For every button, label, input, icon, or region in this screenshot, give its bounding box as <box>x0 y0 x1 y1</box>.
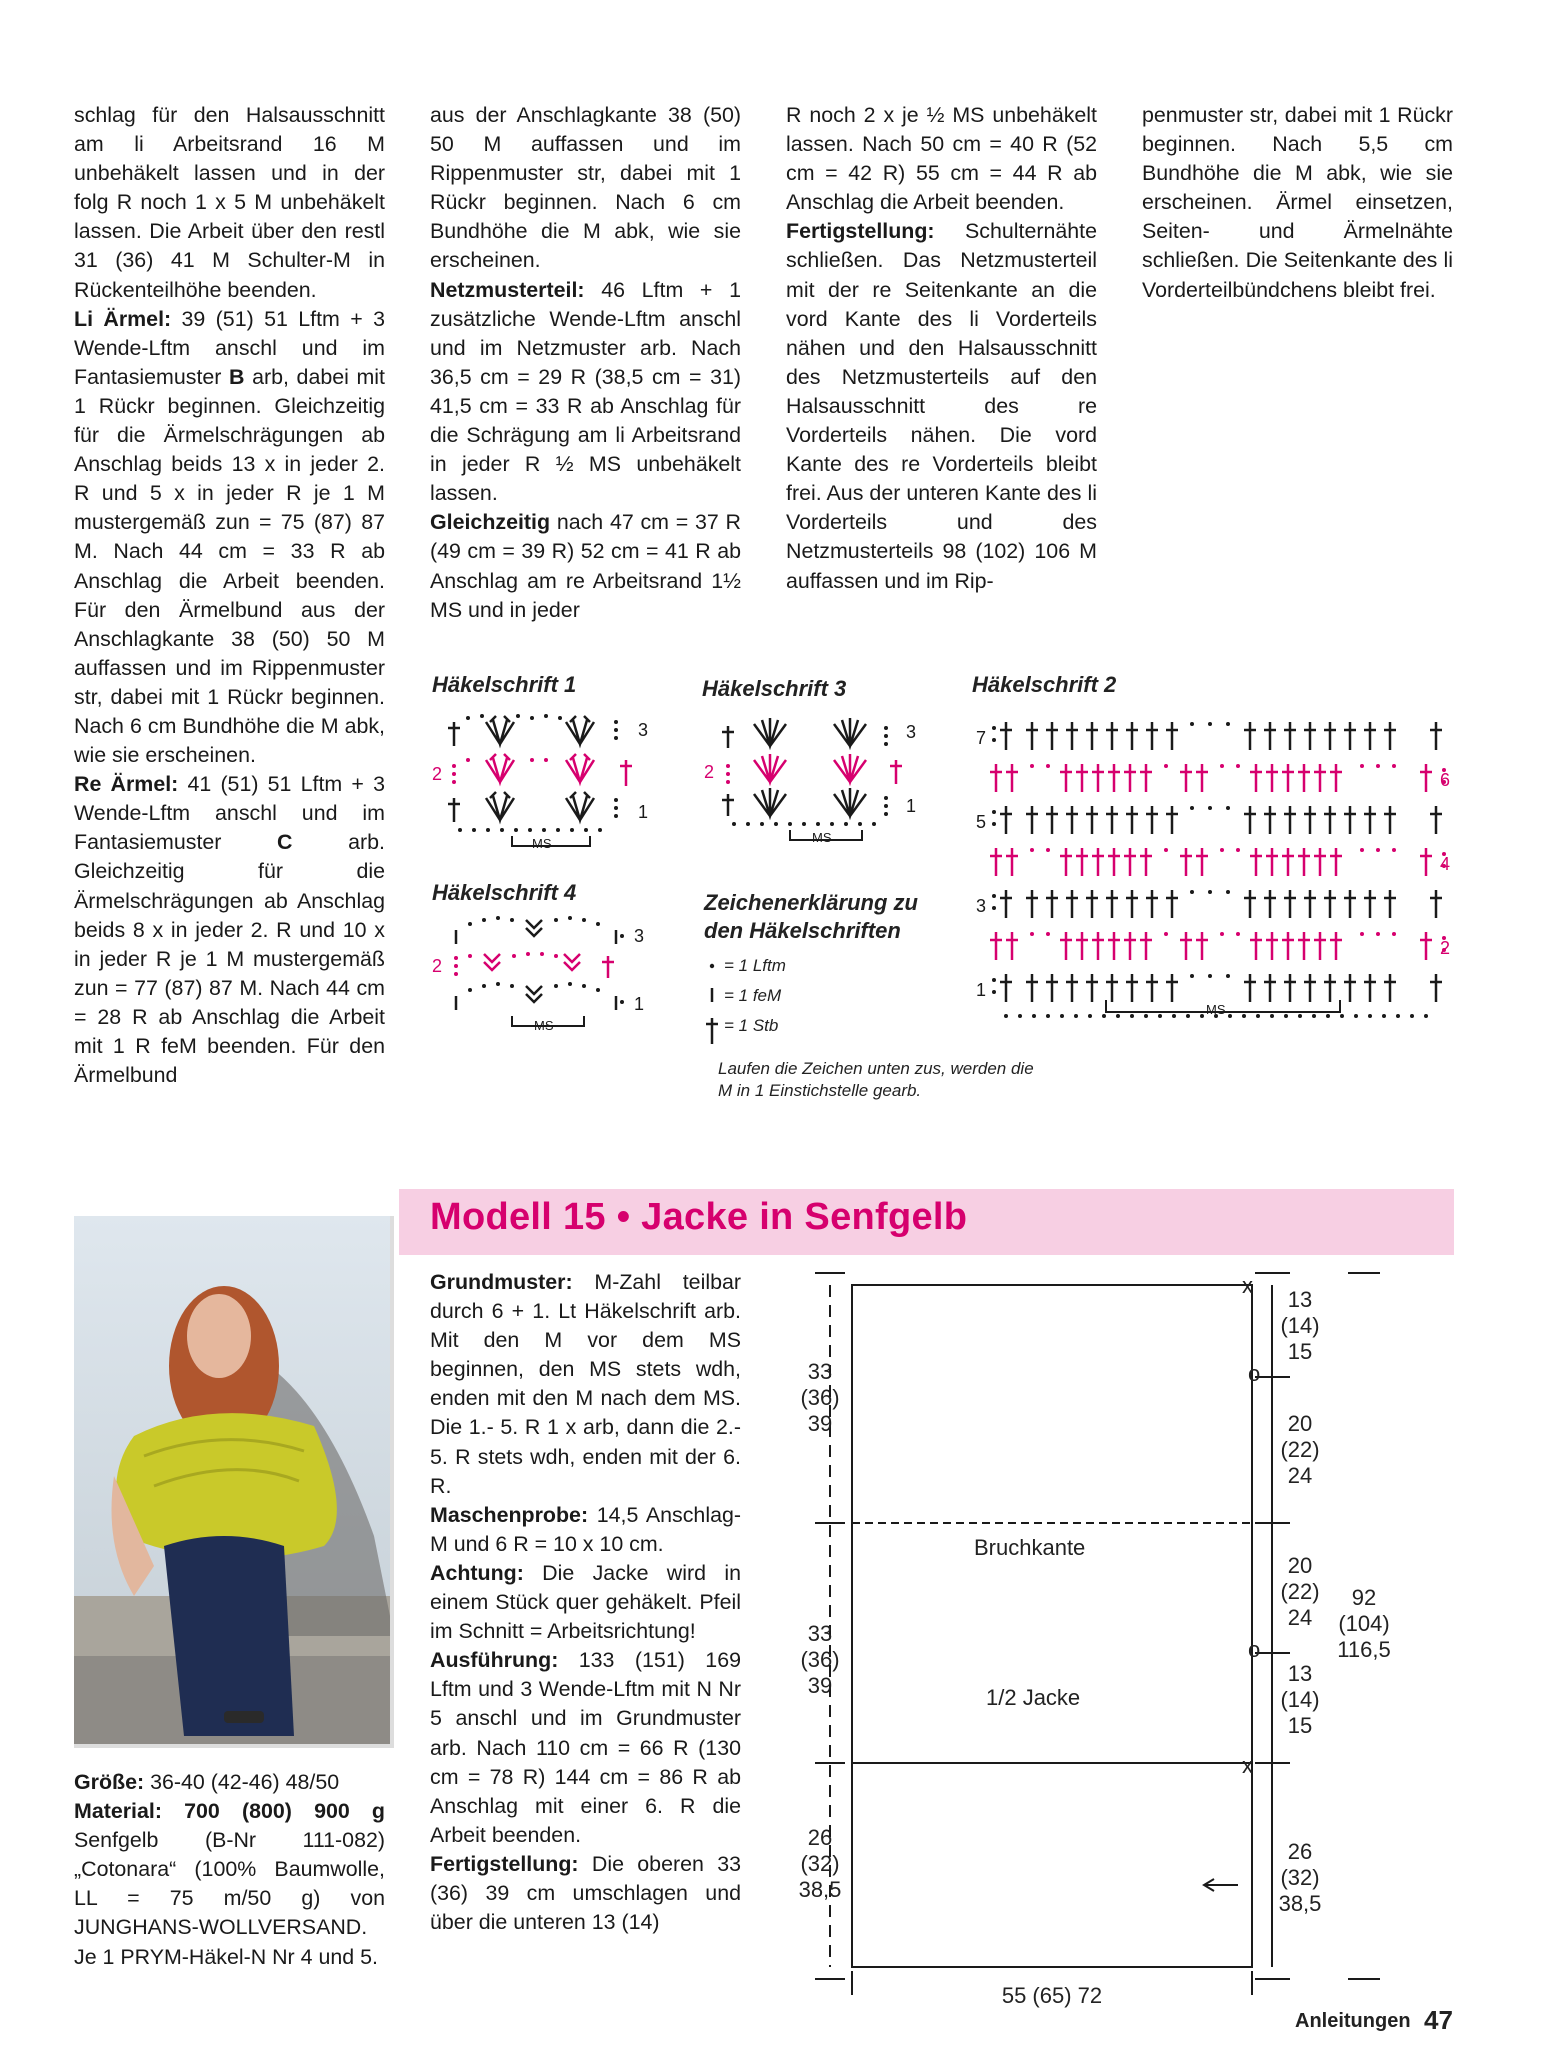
col6-paragraph <box>430 1646 741 1850</box>
schematic-fold-label: Bruchkante <box>974 1535 1086 1560</box>
dim-right-5-2: (32) <box>1280 1865 1320 1890</box>
diagram-2-row-label: 2 <box>1440 938 1451 958</box>
dim-total-3: 116,5 <box>1337 1637 1391 1662</box>
bold-term: Grundmuster: <box>430 1270 573 1294</box>
paragraph-text: Je 1 PRYM-Häkel-N Nr 4 und 5. <box>74 1944 378 1969</box>
col3-paragraph <box>786 217 1097 595</box>
bold-term: Achtung: <box>430 1560 524 1585</box>
diagram-3-chart <box>690 704 930 854</box>
paragraph-text: aus der Anschlagkante 38 (50) 50 M auffassen und im Rippenmuster str, dabei mit 1 Rückr beginnen. Nach 6 cm Bundhöhe die M abk, wie sie erscheinen. <box>430 103 741 273</box>
model-title: Modell 15 • Jacke in Senfgelb <box>430 1196 968 1238</box>
col2-paragraph <box>430 101 741 276</box>
diagram-1-row-3: 3 <box>638 720 649 740</box>
col5-paragraph <box>74 1943 385 1972</box>
dim-left-bot-1: 26 <box>807 1825 833 1850</box>
dim-right-5-1: 26 <box>1287 1839 1313 1864</box>
schematic-mark-x-bottom: x <box>1242 1753 1253 1778</box>
diagram-4-chart <box>420 906 660 1046</box>
diagram-2-row-label: 4 <box>1440 854 1451 874</box>
col6-paragraph <box>430 1850 741 1937</box>
legend-title-line-1: Zeichenerklärung zu <box>704 890 918 915</box>
col1-paragraph <box>74 101 385 305</box>
text-column-1 <box>74 101 385 1090</box>
schematic-half-label: 1/2 Jacke <box>986 1685 1081 1710</box>
text-column-4 <box>1142 101 1453 305</box>
bold-term: Ausführung: <box>430 1648 559 1673</box>
bold-term: 700 (800) 900 g <box>184 1799 385 1824</box>
paragraph-text: arb, dabei mit 1 Rückr beginnen. Gleichzeitig für die Ärmelschrägungen ab Anschlag beids 13 x in jeder 2. R und 5 x in jeder R je 1 M mustergemäß zun = 75 (87) 87 M. Nach 44 cm = 33 R ab Anschlag die Arbeit beenden. Für den Ärmelbund aus der Anschlagkante 38 (50) 50 M auffassen und im Rippenmuster str, dabei mit 1 Rückr beginnen. Nach 6 cm Bundhöhe die M abk, wie sie erscheinen. <box>74 364 386 768</box>
dim-right-3-3: 24 <box>1287 1605 1313 1630</box>
paragraph-text: nach 47 cm = 37 R (49 cm = 39 R) 52 cm = 41 R ab Anschlag am re Arbeitsrand 1½ MS und in jeder <box>430 510 741 622</box>
col1-paragraph <box>74 305 385 771</box>
diagram-3-title: Häkelschrift 3 <box>702 676 847 701</box>
dim-total-2: (104) <box>1338 1611 1390 1636</box>
schematic-mark-o-bottom: o <box>1248 1637 1261 1662</box>
paragraph-text: 133 (151) 169 Lftm und 3 Wende-Lftm mit N Nr 5 anschl und im Grundmuster arb. Nach 110 cm = 66 R (130 cm = 78 R) 144 cm = 86 R ab Anschlag mit einer 6. R die Arbeit beenden. <box>430 1648 741 1847</box>
diagram-1-ms-label: MS <box>532 836 552 851</box>
diagram-1-row-1: 1 <box>638 802 649 822</box>
col4-paragraph <box>1142 101 1453 305</box>
diagram-4-row-2: 2 <box>432 956 443 976</box>
diagram-4-row-1: 1 <box>634 994 645 1014</box>
text-column-3 <box>786 101 1097 596</box>
bold-term: C <box>277 830 293 855</box>
col5-paragraph <box>74 1768 385 1797</box>
bold-term: Fertigstellung: <box>430 1851 579 1876</box>
dim-left-bot-2: (32) <box>800 1851 840 1876</box>
diagram-3-row-1: 1 <box>906 796 917 816</box>
paragraph-text: Senfgelb (B-Nr 111-082) „Cotonara“ (100% Baumwolle, LL = 75 m/50 g) von JUNGHANS-WOLLVERSAND. <box>74 1828 385 1940</box>
legend-note-line-1: Laufen die Zeichen unten zus, werden die <box>718 1059 1034 1078</box>
model-photo <box>74 1216 394 1748</box>
dim-left-mid-1: 33 <box>807 1621 833 1646</box>
bold-term: Re Ärmel: <box>74 772 179 797</box>
paragraph-text: 14,5 Anschlag-M und 6 R = 10 x 10 cm. <box>430 1502 741 1556</box>
schematic-mark-o-top: o <box>1248 1361 1261 1386</box>
dim-right-1-1: 13 <box>1287 1287 1313 1312</box>
diagram-2-row-label: 5 <box>976 812 987 832</box>
dim-left-bot-3: 38,5 <box>798 1877 842 1902</box>
diagram-4-row-3: 3 <box>634 926 645 946</box>
diagram-2-ms-label: MS <box>1206 1002 1226 1017</box>
diagram-2-chart <box>966 700 1456 1020</box>
diagram-1-row-2: 2 <box>432 764 443 784</box>
paragraph-text: Die Jacke wird in einem Stück quer gehäkelt. Pfeil im Schnitt = Arbeitsrichtung! <box>430 1560 741 1644</box>
diagram-2-row-label: 3 <box>976 896 987 916</box>
diagram-3-row-3: 3 <box>906 722 917 742</box>
col6-paragraph <box>430 1559 741 1646</box>
text-column-instructions <box>430 1268 741 1937</box>
legend-stb: = 1 Stb <box>724 1016 779 1035</box>
bold-term: Netzmusterteil: <box>430 277 585 302</box>
dim-right-3-1: 20 <box>1287 1553 1313 1578</box>
bold-term: Fertigstellung: <box>786 219 935 244</box>
dim-right-2-2: (22) <box>1280 1437 1320 1462</box>
diagram-2-title: Häkelschrift 2 <box>972 672 1117 697</box>
legend-title-line-2: den Häkelschriften <box>704 918 901 943</box>
diagram-2-row-label: 1 <box>976 980 987 1000</box>
col6-paragraph <box>430 1268 741 1501</box>
paragraph-text: arb. Gleichzeitig für die Ärmelschrägungen ab Anschlag beids 8 x in jeder 2. R und 10 x in jeder R je 1 M mustergemäß zun = 77 (87) 87 M. Nach 44 cm = 28 R ab Anschlag die Arbeit mit 1 R feM beenden. Für den Ärmelbund <box>74 830 385 1088</box>
schematic-mark-x-top: x <box>1242 1273 1253 1298</box>
legend-note-line-2: M in 1 Einstichstelle gearb. <box>718 1081 922 1100</box>
diagram-1-title: Häkelschrift 1 <box>432 672 577 697</box>
diagram-3-row-2: 2 <box>704 762 715 782</box>
dim-left-top-2: (36) <box>800 1385 840 1410</box>
dim-left-mid-2: (36) <box>800 1647 840 1672</box>
paragraph-text <box>162 1799 184 1823</box>
paragraph-text: R noch 2 x je ½ MS unbehäkelt lassen. Nach 50 cm = 40 R (52 cm = 42 R) 55 cm = 44 R ab Anschlag die Arbeit beenden. <box>786 103 1097 215</box>
diagram-2-row-label: 6 <box>1440 770 1451 790</box>
paragraph-text: 41 (51) 51 Lftm + 3 Wende-Lftm anschl und im Fantasiemuster <box>74 772 385 855</box>
legend-fem: = 1 feM <box>724 986 782 1005</box>
footer-section-label: Anleitungen <box>1295 2010 1411 2032</box>
diagram-2-row-label: 7 <box>976 728 987 748</box>
bold-term: Gleichzeitig <box>430 510 551 535</box>
paragraph-text: 46 Lftm + 1 zusätzliche Wende-Lftm anschl und im Netzmuster arb. Nach 36,5 cm = 29 R (38,5 cm = 31) 41,5 cm = 33 R ab Anschlag für die Schrägung am li Arbeitsrand in jeder R ½ MS unbehäkelt lassen. <box>430 277 741 506</box>
dim-right-2-1: 20 <box>1287 1411 1313 1436</box>
diagram-4-title: Häkelschrift 4 <box>432 880 577 905</box>
dim-right-2-3: 24 <box>1287 1463 1313 1488</box>
text-column-2 <box>430 101 741 625</box>
paragraph-text: penmuster str, dabei mit 1 Rückr beginnen. Nach 5,5 cm Bundhöhe die M abk, wie sie erscheinen. Ärmel einsetzen, Seiten- und Ärmelnähte schließen. Die Seitenkante des li Vorderteilbündchens bleibt frei. <box>1142 103 1453 302</box>
bold-term: Li Ärmel: <box>74 306 172 331</box>
dim-left-mid-3: 39 <box>807 1673 833 1698</box>
col2-paragraph <box>430 508 741 624</box>
bold-term: Größe: <box>74 1770 145 1794</box>
paragraph-text: 39 (51) 51 Lftm + 3 Wende-Lftm anschl und im Fantasiemuster <box>74 306 385 389</box>
paragraph-text: 36-40 (42-46) 48/50 <box>144 1770 340 1794</box>
dim-right-4-3: 15 <box>1287 1713 1313 1738</box>
dim-right-1-2: (14) <box>1280 1313 1320 1338</box>
col1-paragraph <box>74 770 385 1090</box>
paragraph-text: schlag für den Halsausschnitt am li Arbeitsrand 16 M unbehäkelt lassen und in der folg R noch 1 x 5 M unbehäkelt lassen. Die Arbeit über den restl 31 (36) 41 M Schulter-M in Rückenteilhöhe beenden. <box>74 103 385 302</box>
dim-right-4-1: 13 <box>1287 1661 1313 1686</box>
diagram-1-chart <box>420 700 660 860</box>
dim-left-top-3: 39 <box>807 1411 833 1436</box>
bold-term: B <box>229 364 245 389</box>
bold-term: Material: <box>74 1799 162 1824</box>
schematic-outline <box>852 1285 1252 1967</box>
dim-bottom-width: 55 (65) 72 <box>1001 1983 1103 2008</box>
text-column-materials <box>74 1768 385 1972</box>
col5-paragraph <box>74 1797 385 1942</box>
page-number: 47 <box>1424 2005 1453 2035</box>
dim-total-1: 92 <box>1351 1585 1377 1610</box>
diagram-3-ms-label: MS <box>812 830 832 845</box>
col3-paragraph <box>786 101 1097 217</box>
dim-right-5-3: 38,5 <box>1278 1891 1322 1916</box>
paragraph-text: M-Zahl teilbar durch 6 + 1. Lt Häkelschrift arb. Mit den M vor dem MS beginnen, den MS stets wdh, enden mit den M nach dem MS. Die 1.- 5. R 1 x arb, dann die 2.- 5. R stets wdh, enden mit der 6. R. <box>430 1270 741 1498</box>
col2-paragraph <box>430 276 741 509</box>
paragraph-text: Die oberen 33 (36) 39 cm umschlagen und über die unteren 13 (14) <box>430 1851 741 1935</box>
dim-right-4-2: (14) <box>1280 1687 1320 1712</box>
paragraph-text: Schulternähte schließen. Das Netzmusterteil mit der re Seitenkante an die vord Kante des li Vorderteils nähen und den Halsausschnitt des Netzmusterteils auf den Halsausschnitt des re Vorderteils nähen. Die vord Kante des re Vorderteils bleibt frei. Aus der unteren Kante des li Vorderteils und des Netzmusterteils 98 (102) 106 M auffassen und im Rip- <box>786 219 1097 593</box>
bold-term: Maschenprobe: <box>430 1502 589 1527</box>
col6-paragraph <box>430 1501 741 1559</box>
jacket-schematic <box>760 1255 1410 2015</box>
dim-right-3-2: (22) <box>1280 1579 1320 1604</box>
dim-left-top-1: 33 <box>807 1359 833 1384</box>
diagram-4-ms-label: MS <box>534 1018 554 1033</box>
legend-lftm: = 1 Lftm <box>724 956 786 975</box>
dim-right-1-3: 15 <box>1287 1339 1313 1364</box>
